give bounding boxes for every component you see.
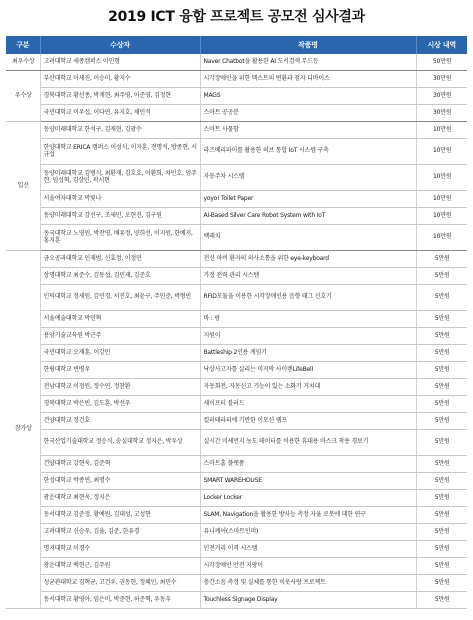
header-project: 작품명 — [200, 36, 416, 54]
winners-cell: 명지대학교 이경수 — [40, 541, 200, 558]
prize-cell: 10만원 — [416, 208, 467, 225]
grade-cell: 우수상 — [6, 71, 40, 122]
project-cell: 스마트 공공분 — [200, 105, 416, 122]
winners-cell: 동국대학교 노영원, 박찬영, 배유정, 양희선, 이지원, 한예지, 홍지훈 — [40, 225, 200, 251]
winners-cell: 동양미래대학교 강선구, 조세민, 오현진, 김구원 — [40, 208, 200, 225]
table-row — [6, 71, 467, 88]
grade-cell: 참가상 — [6, 251, 40, 609]
project-cell: Battleship 2인용 게임기 — [200, 345, 416, 362]
prize-cell: 5만원 — [416, 592, 467, 609]
table-row — [6, 328, 467, 345]
prize-cell: 30만원 — [416, 71, 467, 88]
winners-cell: 건양대학교 강현욱, 김준혁 — [40, 456, 200, 473]
prize-cell: 5만원 — [416, 524, 467, 541]
project-cell: 전신 마비 환자의 의사소통을 위한 eye-keyboard — [200, 251, 416, 268]
table-row — [6, 88, 467, 105]
project-cell: 낙상사고자를 살리는 미지막 사이렌LifeBell — [200, 362, 416, 379]
winners-cell: 부산대학교 이세진, 이승미, 황지수 — [40, 71, 200, 88]
prize-cell: 5만원 — [416, 541, 467, 558]
winners-cell: 서울예술대학교 박민혁 — [40, 311, 200, 328]
table-row — [6, 165, 467, 191]
table-row — [6, 311, 467, 328]
project-cell: Naver Chatbot을 활용한 AI 도서검색 무드등 — [200, 54, 416, 71]
winners-cell: 광운대학교 최현욱, 정지은 — [40, 490, 200, 507]
project-cell: 시각장애인을 위한 텍스트의 변환과 점자 디바이스 — [200, 71, 416, 88]
winners-cell: 용암기술교육원 박근주 — [40, 328, 200, 345]
table-row — [6, 456, 467, 473]
prize-cell: 5만원 — [416, 251, 467, 268]
project-cell: 충간소음 측정 및 실체를 통한 이웃사랑 프로젝트 — [200, 575, 416, 592]
prize-cell: 50만원 — [416, 54, 467, 71]
prize-cell: 5만원 — [416, 430, 467, 456]
winners-cell: 고려대학교 세종캠퍼스 이민형 — [40, 54, 200, 71]
prize-cell: 30만원 — [416, 105, 467, 122]
prize-cell: 5만원 — [416, 268, 467, 285]
table-row — [6, 105, 467, 122]
project-cell: MAGS — [200, 88, 416, 105]
table-row — [6, 524, 467, 541]
prize-cell: 30만원 — [416, 88, 467, 105]
table-row — [6, 285, 467, 311]
prize-cell: 10만원 — [416, 139, 467, 165]
project-cell: 시각장애인 안전 지팡이 — [200, 558, 416, 575]
winners-cell: 동양미래대학교 한석구, 김재현, 김광수 — [40, 122, 200, 139]
project-cell: 실시간 미세먼지 농도 데이터를 이용한 휴대용 마스크 착용 경보기 — [200, 430, 416, 456]
project-cell: 가정 전력 관리 시스템 — [200, 268, 416, 285]
awards-table — [6, 36, 467, 609]
table-row — [6, 473, 467, 490]
table-row — [6, 396, 467, 413]
table-row — [6, 268, 467, 285]
winners-cell: 국민대학교 이우섭, 이다연, 유지호, 채민석 — [40, 105, 200, 122]
prize-cell: 5만원 — [416, 507, 467, 524]
table-row — [6, 507, 467, 524]
project-cell: 스마트홈 플랫폼 — [200, 456, 416, 473]
prize-cell: 5만원 — [416, 456, 467, 473]
prize-cell: 5만원 — [416, 396, 467, 413]
table-row — [6, 541, 467, 558]
project-cell: 라즈베리파이를 활용한 허브 통합 IoT 시스템 구축 — [200, 139, 416, 165]
table-row — [6, 362, 467, 379]
winners-cell: 한림대학교 빈병우 — [40, 362, 200, 379]
table-row — [6, 592, 467, 609]
winners-cell: 상명대학교 최준수, 김동섭, 김민재, 김준호 — [40, 268, 200, 285]
winners-cell: 서울여자대학교 박빛나 — [40, 191, 200, 208]
winners-cell: 광운대학교 백현근, 김주원 — [40, 558, 200, 575]
prize-cell: 5만원 — [416, 311, 467, 328]
prize-cell: 10만원 — [416, 165, 467, 191]
table-row — [6, 575, 467, 592]
project-cell: 컬러테라피에 기반한 이모션 램프 — [200, 413, 416, 430]
table-row — [6, 490, 467, 507]
winners-cell: 금오공과대학교 인재범, 신효정, 이정민 — [40, 251, 200, 268]
table-row — [6, 54, 467, 71]
table-row — [6, 225, 467, 251]
project-cell: 지원이 — [200, 328, 416, 345]
project-cell: yoyo! Toilet Paper — [200, 191, 416, 208]
table-row — [6, 379, 467, 396]
winners-cell: 국민대학교 오재훈, 이강민 — [40, 345, 200, 362]
prize-cell: 10만원 — [416, 122, 467, 139]
grade-cell: 입선 — [6, 122, 40, 251]
winners-cell: 경북대학교 박은빈, 김도훈, 박선우 — [40, 396, 200, 413]
page-title: 2019 ICT 융합 프로젝트 공모전 심사결과 — [108, 9, 365, 25]
project-cell: 세이프티 블러드 — [200, 396, 416, 413]
header-prize: 시상 내역 — [416, 36, 467, 54]
prize-cell: 5만원 — [416, 575, 467, 592]
project-cell: Locker Locker — [200, 490, 416, 507]
winners-cell: 동서대학교 황영아, 임은비, 박준현, 허준혁, 우동우 — [40, 592, 200, 609]
project-cell: AI-Based Silver Care Robot System with IoT — [200, 208, 416, 225]
winners-cell: 동서대학교 김준정, 황예원, 김대성, 고성현 — [40, 507, 200, 524]
winners-cell: 성균관대학교 김혁균, 고건우, 권동현, 정혜인, 최민수 — [40, 575, 200, 592]
prize-cell: 5만원 — [416, 362, 467, 379]
project-cell: 스마트 사물함 — [200, 122, 416, 139]
prize-cell: 5만원 — [416, 345, 467, 362]
grade-cell: 최우수상 — [6, 54, 40, 71]
winners-cell: 전남대학교 이정원, 정수연, 정찬환 — [40, 379, 200, 396]
table-row — [6, 208, 467, 225]
winners-cell: 고려대학교 신승우, 김율, 김준, 한유경 — [40, 524, 200, 541]
winners-cell: 경북대학교 황선종, 박재현, 최주영, 이준영, 김정현 — [40, 88, 200, 105]
table-row — [6, 122, 467, 139]
header-grade: 구분 — [6, 36, 40, 54]
project-cell: 자동주차 시스템 — [200, 165, 416, 191]
table-row — [6, 430, 467, 456]
project-cell: SMART WAREHOUSE — [200, 473, 416, 490]
winners-cell: 한성대학교 박종연, 최명수 — [40, 473, 200, 490]
project-cell: 백패치 — [200, 225, 416, 251]
prize-cell: 5만원 — [416, 490, 467, 507]
table-row — [6, 558, 467, 575]
prize-cell: 10만원 — [416, 225, 467, 251]
table-row — [6, 191, 467, 208]
table-row — [6, 345, 467, 362]
prize-cell: 10만원 — [416, 191, 467, 208]
project-cell: 인전거리 이격 시스템 — [200, 541, 416, 558]
project-cell: Touchless Signage Display — [200, 592, 416, 609]
winners-cell: 건양대학교 정건호 — [40, 413, 200, 430]
project-cell: RFID모듈을 이용한 시각장애인용 음향 태그 신호기 — [200, 285, 416, 311]
table-row — [6, 413, 467, 430]
winners-cell: 한양대학교 ERICA 캠퍼스 이성식, 이지훈, 전명석, 방종현, 서규섭 — [40, 139, 200, 165]
project-cell: 유니케어(스마트인퍼) — [200, 524, 416, 541]
prize-cell: 5만원 — [416, 473, 467, 490]
prize-cell: 5만원 — [416, 285, 467, 311]
header-winners: 수상자 — [40, 36, 200, 54]
project-cell: SLAM, Navigation을 활용한 방사능 측정 자율 로봇에 대한 연구 — [200, 507, 416, 524]
winners-cell: 인덕대학교 정세원, 김민경, 서진호, 최윤구, 주민준, 박형빈 — [40, 285, 200, 311]
table-row — [6, 251, 467, 268]
prize-cell: 5만원 — [416, 413, 467, 430]
winners-cell: 한국산업기술대학교 정승식, 숭실대학교 정지은, 박우상 — [40, 430, 200, 456]
project-cell: 자동회전, 자동신고 기능이 있는 소화기 거치대 — [200, 379, 416, 396]
header-row — [6, 36, 467, 54]
winners-cell: 동양미래대학교 김병식, 최환재, 김호호, 이환희, 차민호, 엄주헌, 임성혁, 김상민, 곽서현 — [40, 165, 200, 191]
prize-cell: 5만원 — [416, 558, 467, 575]
prize-cell: 5만원 — [416, 328, 467, 345]
project-cell: 바 : 랑 — [200, 311, 416, 328]
prize-cell: 5만원 — [416, 379, 467, 396]
table-row — [6, 139, 467, 165]
